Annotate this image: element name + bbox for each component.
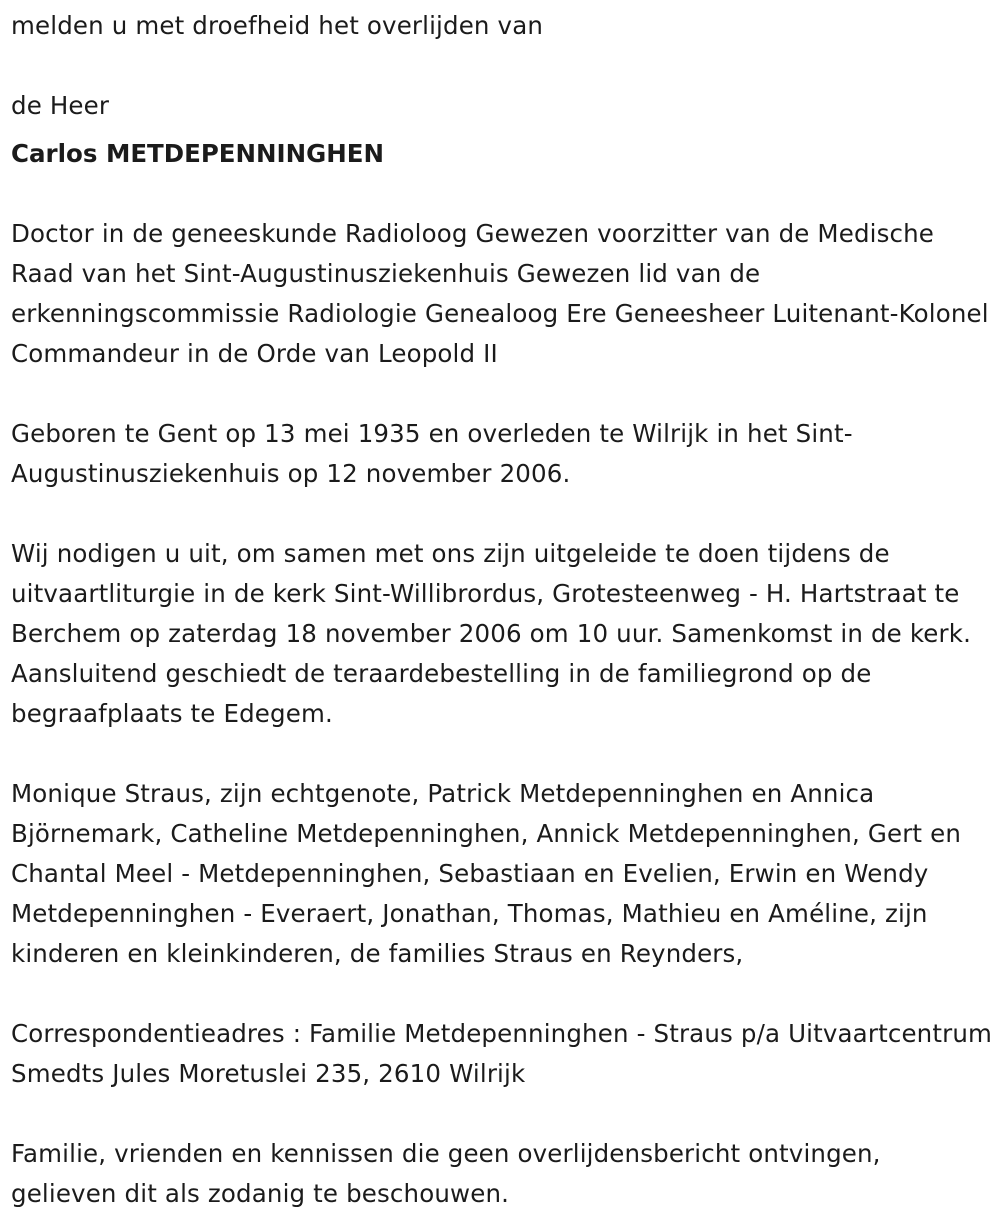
intro-text: melden u met droefheid het overlijden van	[11, 11, 544, 40]
ceremony-invitation: Wij nodigen u uit, om samen met ons zijn uitgeleide te doen tijdens de uitvaartliturgie in de kerk Sint-Willibrordus, Grotesteenweg - H. Hartstraat te Berchem op zaterdag 18 november 2006 om 10 uur. Samenkomst in de kerk. Aansluitend geschiedt de teraardebestelling in de familiegrond op de begraafplaats te Edegem.	[11, 539, 972, 728]
obituary-notice	[11, 6, 993, 1214]
family-members: Monique Straus, zijn echtgenote, Patrick Metdepenninghen en Annica Björnemark, Catheline Metdepenninghen, Annick Metdepenninghen, Gert en Chantal Meel - Metdepenninghen, Sebastiaan en Evelien, Erwin en Wendy Metdepenninghen - Everaert, Jonathan, Thomas, Mathieu en Améline, zijn kinderen en kleinkinderen, de families Straus en Reynders,	[11, 779, 962, 968]
correspondence-address: Correspondentieadres : Familie Metdepenninghen - Straus p/a Uitvaartcentrum Smedts Jules Moretuslei 235, 2610 Wilrijk	[11, 1019, 993, 1088]
honorific-title: de Heer	[11, 91, 110, 120]
birth-death-details: Geboren te Gent op 13 mei 1935 en overleden te Wilrijk in het Sint-Augustinusziekenhuis op 12 november 2006.	[11, 419, 853, 488]
closing-note: Familie, vrienden en kennissen die geen overlijdensbericht ontvingen, gelieven dit als zodanig te beschouwen.	[11, 1139, 881, 1208]
deceased-name: Carlos METDEPENNINGHEN	[11, 139, 385, 168]
professional-titles: Doctor in de geneeskunde Radioloog Gewezen voorzitter van de Medische Raad van het Sint-Augustinusziekenhuis Gewezen lid van de erkenningscommissie Radiologie Genealoog Ere Geneesheer Luitenant-Kolonel Commandeur in de Orde van Leopold II	[11, 219, 989, 368]
